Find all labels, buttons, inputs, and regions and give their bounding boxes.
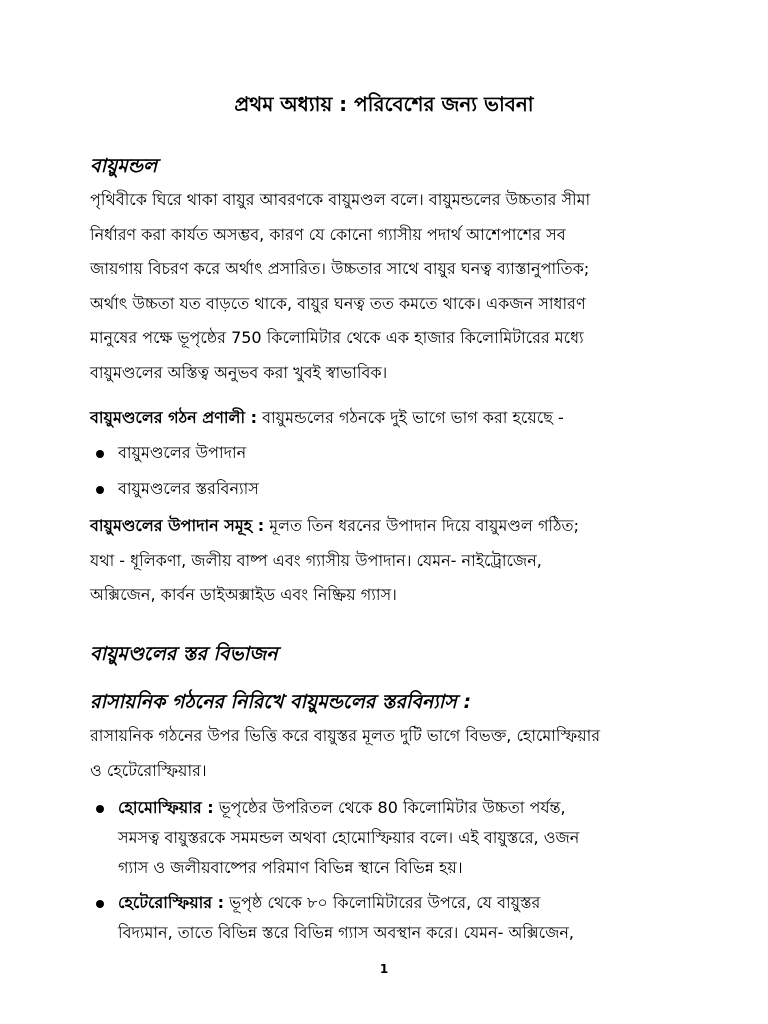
paragraph-atmosphere — [90, 183, 690, 390]
heterosphere-label: হেটেরোস্ফিয়ার : — [118, 893, 225, 912]
list-item-line: গ্যাস ও জলীয়বাষ্পের পরিমাণ বিভিন্ন স্থানে বিভিন্ন হয়। — [118, 858, 463, 877]
paragraph-line — [90, 509, 690, 544]
heading-chemical-layers: রাসায়নিক গঠনের নিরিখে বায়ুমন্ডলের স্তরবিন্যাস : — [90, 691, 472, 713]
paragraph-line: পৃথিবীকে ঘিরে থাকা বায়ুর আবরণকে বায়ুমণ্ডল বলে। বায়ুমন্ডলের উচ্চতার সীমা — [90, 190, 591, 209]
paragraph-line: যথা - ধূলিকণা, জলীয় বাষ্প এবং গ্যাসীয় উপাদান। যেমন- নাইট্রোজেন, — [90, 550, 542, 570]
bullet-icon — [96, 805, 104, 813]
homosphere-label: হোমোস্ফিয়ার : — [118, 798, 214, 817]
components-label: বায়ুমণ্ডলের উপাদান সমূহ : — [90, 516, 265, 535]
bullet-icon — [96, 486, 104, 494]
paragraph-line — [90, 401, 690, 436]
bullet-icon — [96, 900, 104, 908]
list-item-text — [118, 888, 688, 948]
paragraph-structure — [90, 401, 690, 436]
structure-text: বায়ুমন্ডলের গঠনকে দুই ভাগে ভাগ করা হয়েছে - — [257, 408, 564, 427]
list-item-line-text: ভূপৃষ্ঠ থেকে ৮০ কিলোমিটারের উপরে, যে বায়ুস্তর — [224, 893, 541, 912]
page-number: 1 — [379, 962, 389, 976]
bullet-icon — [96, 450, 104, 458]
list-item-line: বিদ্যমান, তাতে বিভিন্ন স্তরে বিভিন্ন গ্যাস অবস্থান করে। যেমন- অক্সিজেন, — [118, 923, 575, 942]
components-text: মূলত তিন ধরনের উপাদান দিয়ে বায়ুমণ্ডল গঠিত; — [264, 516, 579, 535]
paragraph-chemical — [90, 719, 690, 788]
list-item-text — [118, 793, 688, 883]
list-item-line — [118, 888, 688, 918]
list-item-line-text: ভূপৃষ্ঠের উপরিতল থেকে 80 কিলোমিটার উচ্চতা পর্যন্ত, — [213, 798, 566, 817]
paragraph-line: রাসায়নিক গঠনের উপর ভিত্তি করে বায়ুস্তর মূলত দুটি ভাগে বিভক্ত, হোমোস্ফিয়ার — [90, 726, 601, 745]
list-item-text: বায়ুমণ্ডলের উপাদান — [118, 443, 247, 462]
heading-layer-division: বায়ুমণ্ডলের স্তর বিভাজন — [90, 643, 278, 665]
paragraph-line: অর্থাৎ উচ্চতা যত বাড়তে থাকে, বায়ুর ঘনত্ব তত কমতে থাকে। একজন সাধারণ — [90, 293, 586, 313]
structure-label: বায়ুমণ্ডলের গঠন প্রণালী : — [90, 408, 258, 427]
paragraph-line: ও হেটেরোস্ফিয়ার। — [90, 760, 207, 780]
list-item-text: বায়ুমণ্ডলের স্তরবিন্যাস — [118, 479, 259, 498]
paragraph-line: অক্সিজেন, কার্বন ডাইঅক্সাইড এবং নিষ্ক্রিয় গ্যাস। — [90, 585, 397, 604]
heading-atmosphere: বায়ুমন্ডল — [90, 155, 158, 177]
paragraph-line: বায়ুমণ্ডলের অস্তিত্ব অনুভব করা খুবই স্বাভাবিক। — [90, 362, 388, 382]
page-title: প্রথম অধ্যায় : পরিবেশের জন্য ভাবনা — [234, 92, 534, 116]
list-item-line: সমসত্ব বায়ুস্তরকে সমমন্ডল অথবা হোমোস্ফিয়ার বলে। এই বায়ুস্তরে, ওজন — [118, 828, 580, 847]
paragraph-line: জায়গায় বিচরণ করে অর্থাৎ প্রসারিত। উচ্চতার সাথে বায়ুর ঘনত্ব ব্যাস্তানুপাতিক; — [90, 259, 590, 278]
paragraph-components — [90, 509, 690, 613]
list-item-line — [118, 793, 688, 823]
paragraph-line: মানুষের পক্ষে ভূপৃষ্ঠের 750 কিলোমিটার থেকে এক হাজার কিলোমিটারের মধ্যে — [90, 328, 584, 347]
paragraph-line: নির্ধারণ করা কার্যত অসম্ভব, কারণ যে কোনো গ্যাসীয় পদার্থ আশেপাশের সব — [90, 224, 566, 244]
